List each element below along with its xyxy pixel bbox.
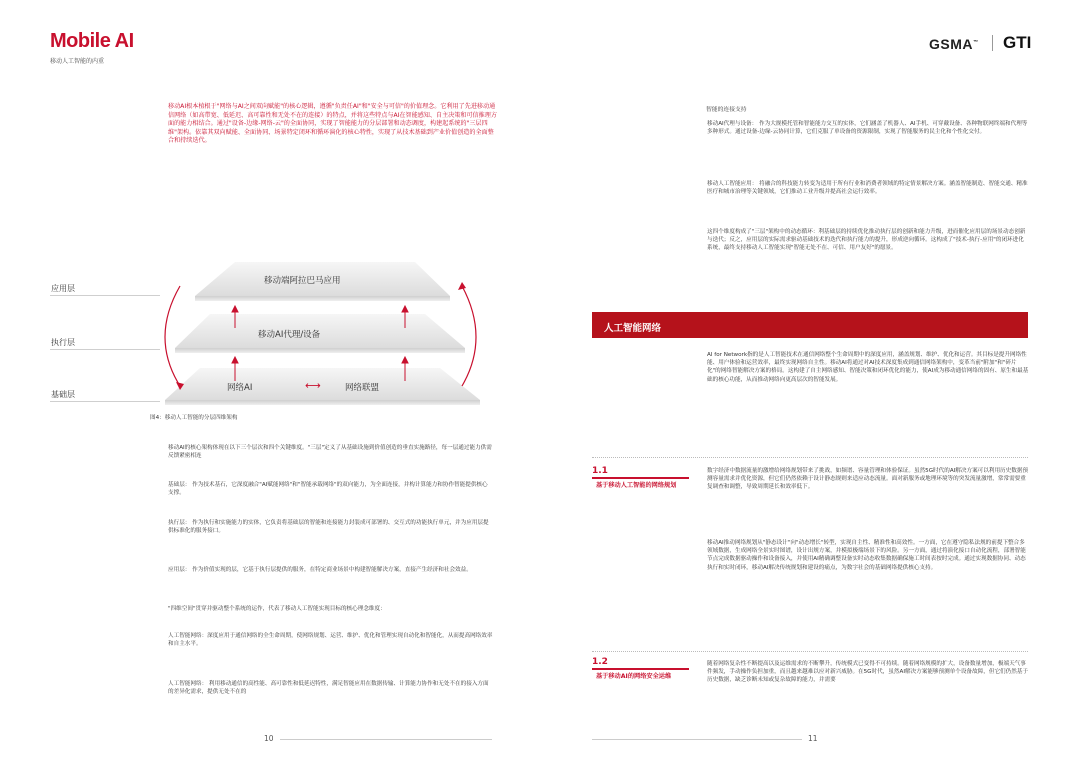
- network-federation-label: 网络联盟: [345, 383, 380, 393]
- body-paragraph: 移动AI代理与设备： 作为大规模托管和智能能力交互的实体，它们涵盖了机器人、AI手机、可穿戴设备、各种物联网终端和代理等多种形式。通过设备-边缘-云协同计算，它们克服了单设备的资源限制，实现了智能服务的民主化和个性化交付。: [707, 121, 1028, 136]
- layer-label-application: 应用层: [51, 284, 75, 293]
- body-paragraph: 数字经济中数据流量的激增给网络规划带来了挑战，如频谱、容量管理和体验保证。虽然5G时代的AI解决方案可以利用历史数据预测容量需求并优化资源，但它们仍然依赖于设计静态规则来适应动态流量。面对新服务或地理环境等的突发流量激增，常常需要重复调查和调整，导致周期延长和效率低下。: [707, 468, 1029, 491]
- body-paragraph: "四维空间"贯穿并驱动整个系统的运作，代表了移动人工智能实现目标的核心理念维度：: [168, 606, 386, 612]
- body-paragraph: 随着网络复杂性不断提高以及运维需求的不断攀升，传统模式已变得不可持续。随着网络规模的扩大，设备数量增加，极端天气事件频发，手动操作负担加重，而且越来越难以应对新兴威胁。在5G时代，虽然AI解决方案能够预测单个设备故障，但它们仍然基于历史数据，缺乏诊断未知或复杂故障的能力，并需要: [707, 661, 1029, 684]
- page-number: 10: [264, 734, 274, 743]
- body-paragraph: 移动AI的核心架构体现在以下三个层次和四个关键维度。"三层"定义了从基础设施到价值创造的垂直实施路径，每一层通过能力供需反馈紧密相连: [168, 445, 492, 460]
- body-paragraph: 移动AI推动网络规划从"静态设计"向"动态增长"转型，实现自主性、精准性和高效性。一方面，它在遵守隐私法规的前提下整合多领域数据，生成网络全景实时图谱，设计出规方案，并模拟极端场景下的风险。另一方面，通过将演化接口自动化流程，部署智能节点完成数据驱动操作和设备接入，并使用AI精确调整设备实时动态收集数据确保施工时间表按时完成。通过实现数据协同、动态执行和实时闭环，移动AI解决传统规划和建设的痛点，为数字社会的基础网络提供核心支持。: [707, 540, 1026, 571]
- section-title: 基于移动AI的网络安全运维: [596, 673, 672, 680]
- section-title: 基于移动人工智能的网络规划: [596, 482, 677, 489]
- intro-paragraph: 移动AI根本植根于"网络与AI之间双向赋能"的核心逻辑，遵循"负责任AI"和"安全与可信"的价值理念。它利用了先进移动通信网络（如高带宽、低延迟、高可靠性和无处不在的连接）的特点，并将这些特点与AI在智能感知、自主决策和可信推理方面的能力相结合。通过"设备-边缘-网络-云"的全面协同，实现了智能能力的分层部署和动态调度，构建起系统的"三层四维"架构。依靠其双向赋能、全面协同、场景特定闭环和循环演化的核心特性，实现了从技术基础到产业价值创造的全面整合和持续迭代。: [168, 103, 497, 145]
- execution-layer-title: 移动AI代理/设备: [258, 330, 321, 340]
- dotted-divider: [592, 651, 1028, 652]
- gti-logo: GTI: [1003, 33, 1032, 52]
- layer-label-execution: 执行层: [51, 338, 75, 347]
- page-rule: [280, 739, 492, 740]
- body-paragraph: 执行层： 作为执行和实施能力的实体，它负责将基础层的智能和连接能力封装成可部署的、交互式的功能执行单元，并为应用层提供标准化的服务接口。: [168, 520, 489, 535]
- application-layer-title: 移动端阿拉巴马应用: [264, 276, 341, 286]
- gsma-logo: GSMA™: [929, 36, 979, 52]
- section-rule: [592, 477, 689, 479]
- body-paragraph: 基础层： 作为技术基石，它深度融合"AI赋能网络"和"智能承载网络"的双向能力，为全面连接，并构计算能力和协作智能提供核心支撑。: [168, 482, 488, 497]
- logo-divider: [992, 35, 993, 51]
- section-heading: 智能的连接支持: [706, 107, 747, 113]
- section-number: 1.1: [592, 466, 608, 476]
- page-number: 11: [808, 734, 818, 743]
- body-paragraph: 这四个维度构成了"三层"架构中的动态循环：利基础层的持续优化推动执行层的创新和能力升级，进而催化应用层的场景动态创新与迭代；反之，应用层的实际需求驱动基础技术的迭代和执行能力的提升，形成逆向循环。这构成了"技术-执行-应用"的闭环进化系统，最终支持移动人工智能实现"智能无处不在、可信、用户友好"的愿景。: [707, 229, 1026, 252]
- left-cycle-arrow: [165, 286, 180, 386]
- page-rule: [592, 739, 802, 740]
- layer-label-foundation: 基础层: [51, 390, 75, 399]
- section-banner-title: 人工智能网络: [604, 323, 662, 334]
- bidirectional-arrow-icon: ⟷: [305, 379, 321, 392]
- body-paragraph: 移动人工智能应用： 将融合的科技能力转变为适用于所有行业和消费者领域的特定情景解决方案。涵盖智能制造、智能交通、精准医疗和城市治理等关键领域，它们推动工业升级并提高社会运行效率。: [707, 181, 1028, 196]
- dotted-divider: [592, 457, 1028, 458]
- network-ai-label: 网络AI: [227, 383, 253, 393]
- body-paragraph: 人工智能网络： 利用移动通信的高性能、高可靠性和低延迟特性，满足智能应用在数据传输、计算能力协作和无处不在的接入方面的差异化需求，提供无处不在的: [168, 681, 489, 696]
- foundation-layer-plate: [165, 368, 480, 400]
- body-paragraph: 人工智能网络：深度应用于通信网络的全生命周期，使网络规划、运营、维护、优化和管理实现自动化和智能化，从而提高网络效率和自主水平。: [168, 633, 493, 648]
- body-paragraph: 应用层： 作为价值实现的层，它基于执行层提供的服务，在特定商业场景中构建智能解决方案，直接产生经济和社会效益。: [168, 567, 472, 573]
- body-paragraph: AI for Network指的是人工智能技术在通信网络整个生命周期中的深度应用，涵盖规划、维护、优化和运营。其目标是提升网络性能、用户体验和运营效率，最终实现网络自主性。移动AI将通过对AI技术深度集成到通信网络架构中，变革当前"附加"和"碎片化"的网络智能解决方案的格局。这构建了自主网络感知、智能决策和闭环优化的能力，使AI成为移动通信网络的固有、原生和最基础的核心功能，从而推动网络向更高层次的智能发展。: [707, 352, 1029, 383]
- brand-subtitle: 移动人工智能的内重: [50, 58, 105, 65]
- right-cycle-arrow: [462, 286, 476, 386]
- section-number: 1.2: [592, 657, 608, 667]
- section-rule: [592, 668, 689, 670]
- figure-caption: 图4：移动人工智能的分层四维架构: [150, 415, 238, 421]
- brand-logo: Mobile AI: [50, 30, 134, 52]
